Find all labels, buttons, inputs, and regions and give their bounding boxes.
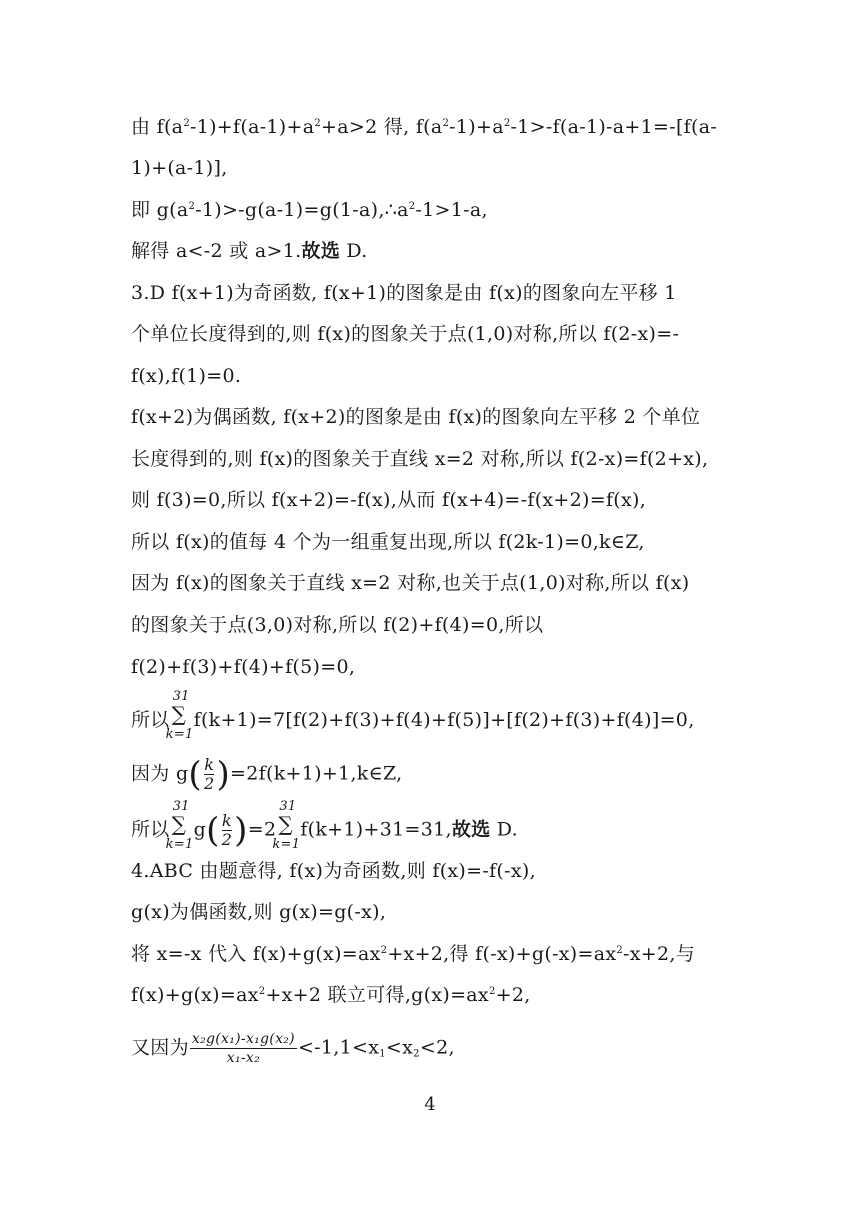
text-line: 将 x=-x 代入 $f(x)+g(x)=ax^2+x+2$,得 $f(-x)+g(-x)=ax^2-x+2$,与 (131, 943, 696, 965)
text-line: g(x)为偶函数,则 g(x)=g(-x), (131, 901, 387, 923)
text-line: f(x+2)为偶函数, f(x+2)的图象是由 f(x)的图象向左平移 2 个单位 (131, 406, 701, 428)
text-line: $f(x)+g(x)=ax^2+x+2$ 联立可得$,g(x)=ax^2+2$, (131, 984, 531, 1006)
text-line: 因为 f(x)的图象关于直线 x=2 对称,也关于点(1,0)对称,所以 f(x) (131, 572, 690, 594)
page-number: 4 (424, 1094, 436, 1115)
text-line: 即 $g(a^2-1)>-g(a-1)=g(1-a),\therefore a^2-1>1-a$, (131, 199, 488, 221)
text-line: 又因为 $\frac{\text{x₂g(x₁)-x₁g(x₂)}}{\text{x₁-x₂}}$ $<-1,1<x_1<x_2<2$, (131, 1031, 455, 1066)
summation-symbol: 31 ∑ k=1 (165, 798, 194, 852)
text-line: 所以 31 ∑ k=1 f(k+1)=7[f(2)+f(3)+f(4)+f(5)]+[f(2)+f(3)+f(4)]=0, (131, 689, 695, 742)
text-line: f(x),f(1)=0. (131, 365, 242, 387)
text-line: 则 f(3)=0,所以 f(x+2)=-f(x),从而 f(x+4)=-f(x+2)=f(x), (131, 489, 647, 511)
summation-symbol: 31 ∑ k=1 (165, 689, 194, 742)
summation-symbol: 31 ∑ k=1 (272, 798, 301, 852)
text-line: 1)+(a-1)], (131, 157, 228, 179)
fraction-expression: $\frac{\text{x₂g(x₁)-x₁g(x₂)}}{\text{x₁-x₂}}$ (191, 1031, 295, 1066)
text-line: 4.ABC 由题意得, f(x)为奇函数,则 f(x)=-f(-x), (131, 860, 536, 882)
text-line: 长度得到的,则 f(x)的图象关于直线 x=2 对称,所以 f(2-x)=f(2+x), (131, 448, 709, 470)
fraction-k-over-2: $\frac{k}{2}$ (203, 755, 215, 793)
text-line: 所以 31 ∑ k=1 g( $\frac{k}{2}$ )=2 31 ∑ k=1 f(k+1)+31=31,故选 D. (131, 798, 518, 852)
text-line: 的图象关于点(3,0)对称,所以 f(2)+f(4)=0,所以 (131, 614, 544, 636)
text-line: f(2)+f(3)+f(4)+f(5)=0, (131, 656, 356, 678)
text-line: 所以 f(x)的值每 4 个为一组重复出现,所以 f(2k-1)=0,k∈Z, (131, 531, 645, 553)
text-line: 由 $f(a^2-1)+f(a-1)+a^2+a>2$ 得, $f(a^2-1)+a^2-1>-f(a-1)-a+1=-[f(a-$ (131, 116, 718, 138)
text-line: 解得 a<-2 或 a>1.故选 D. (131, 240, 368, 262)
fraction-k-over-2: $\frac{k}{2}$ (221, 811, 233, 849)
text-line: 个单位长度得到的,则 f(x)的图象关于点(1,0)对称,所以 f(2-x)=- (131, 323, 680, 345)
text-line: 3.D f(x+1)为奇函数, f(x+1)的图象是由 f(x)的图象向左平移 1 (131, 282, 677, 304)
text-line: 因为 g( $\frac{k}{2}$ )=2f(k+1)+1,k∈Z, (131, 754, 403, 795)
